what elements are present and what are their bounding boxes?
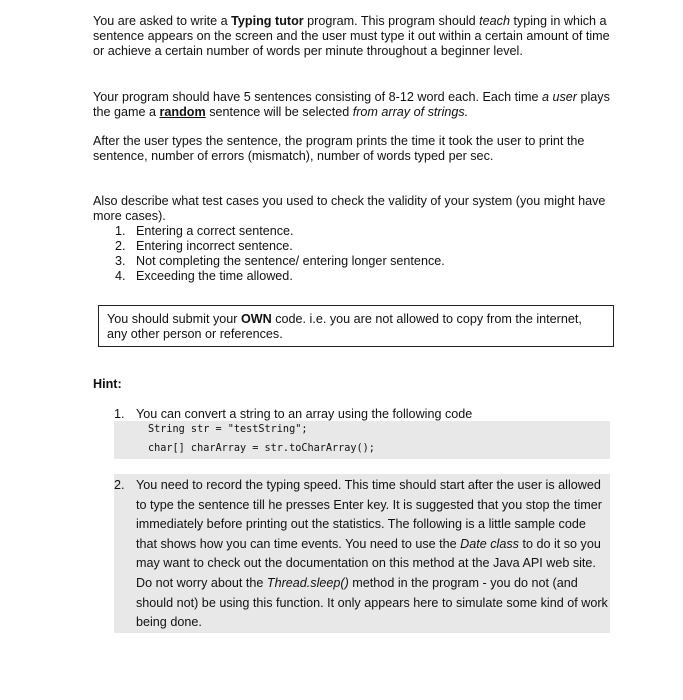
program-name: Typing tutor: [231, 14, 304, 28]
test-cases-list: [93, 224, 613, 284]
code-line-2: char[] charArray = str.toCharArray();: [148, 443, 375, 454]
output-paragraph: After the user types the sentence, the program prints the time it took the user to print the sentence, number of errors (mismatch), number of words typed per sec.: [93, 134, 585, 163]
list-item: 1. Entering a correct sentence.: [115, 224, 294, 238]
intro-paragraph: You are asked to write a Typing tutor program. This program should teach typing in which a sentence appears on the screen and the user must type it out within a certain amount of time or achieve a certain number of words per minute throughout a beginner level.: [93, 14, 610, 58]
code-line-1: String str = "testString";: [148, 424, 308, 435]
hint-item-2: 2. You need to record the typing speed. This time should start after the user is allowed to type the sentence till he presses Enter key. It is suggested that you stop the timer immediately before printing out the statistics. The following is a little sample code that shows how you can time events. You need to use the Date class to do it so you may want to check out the documentation on this method at the Java API web site. Do not worry about the Thread.sleep() method in the program - you do not (and should not) be using this function. It only appears here to simulate some kind of work being done.: [114, 478, 608, 630]
list-item: 3. Not completing the sentence/ entering longer sentence.: [115, 254, 445, 268]
test-cases-section: [93, 194, 613, 284]
list-item: 4. Exceeding the time allowed.: [115, 269, 293, 283]
random-keyword: random: [159, 105, 206, 119]
list-item: 2. Entering incorrect sentence.: [115, 239, 293, 253]
test-cases-intro: Also describe what test cases you used to check the validity of your system (you might have more cases).: [93, 194, 606, 223]
hint-heading: Hint:: [93, 377, 122, 391]
own-code-notice-box: You should submit your OWN code. i.e. you are not allowed to copy from the internet, any other person or references.: [98, 305, 614, 347]
requirements-paragraph: Your program should have 5 sentences consisting of 8-12 word each. Each time a user plays the game a random sentence will be selected from array of strings.: [93, 90, 610, 119]
